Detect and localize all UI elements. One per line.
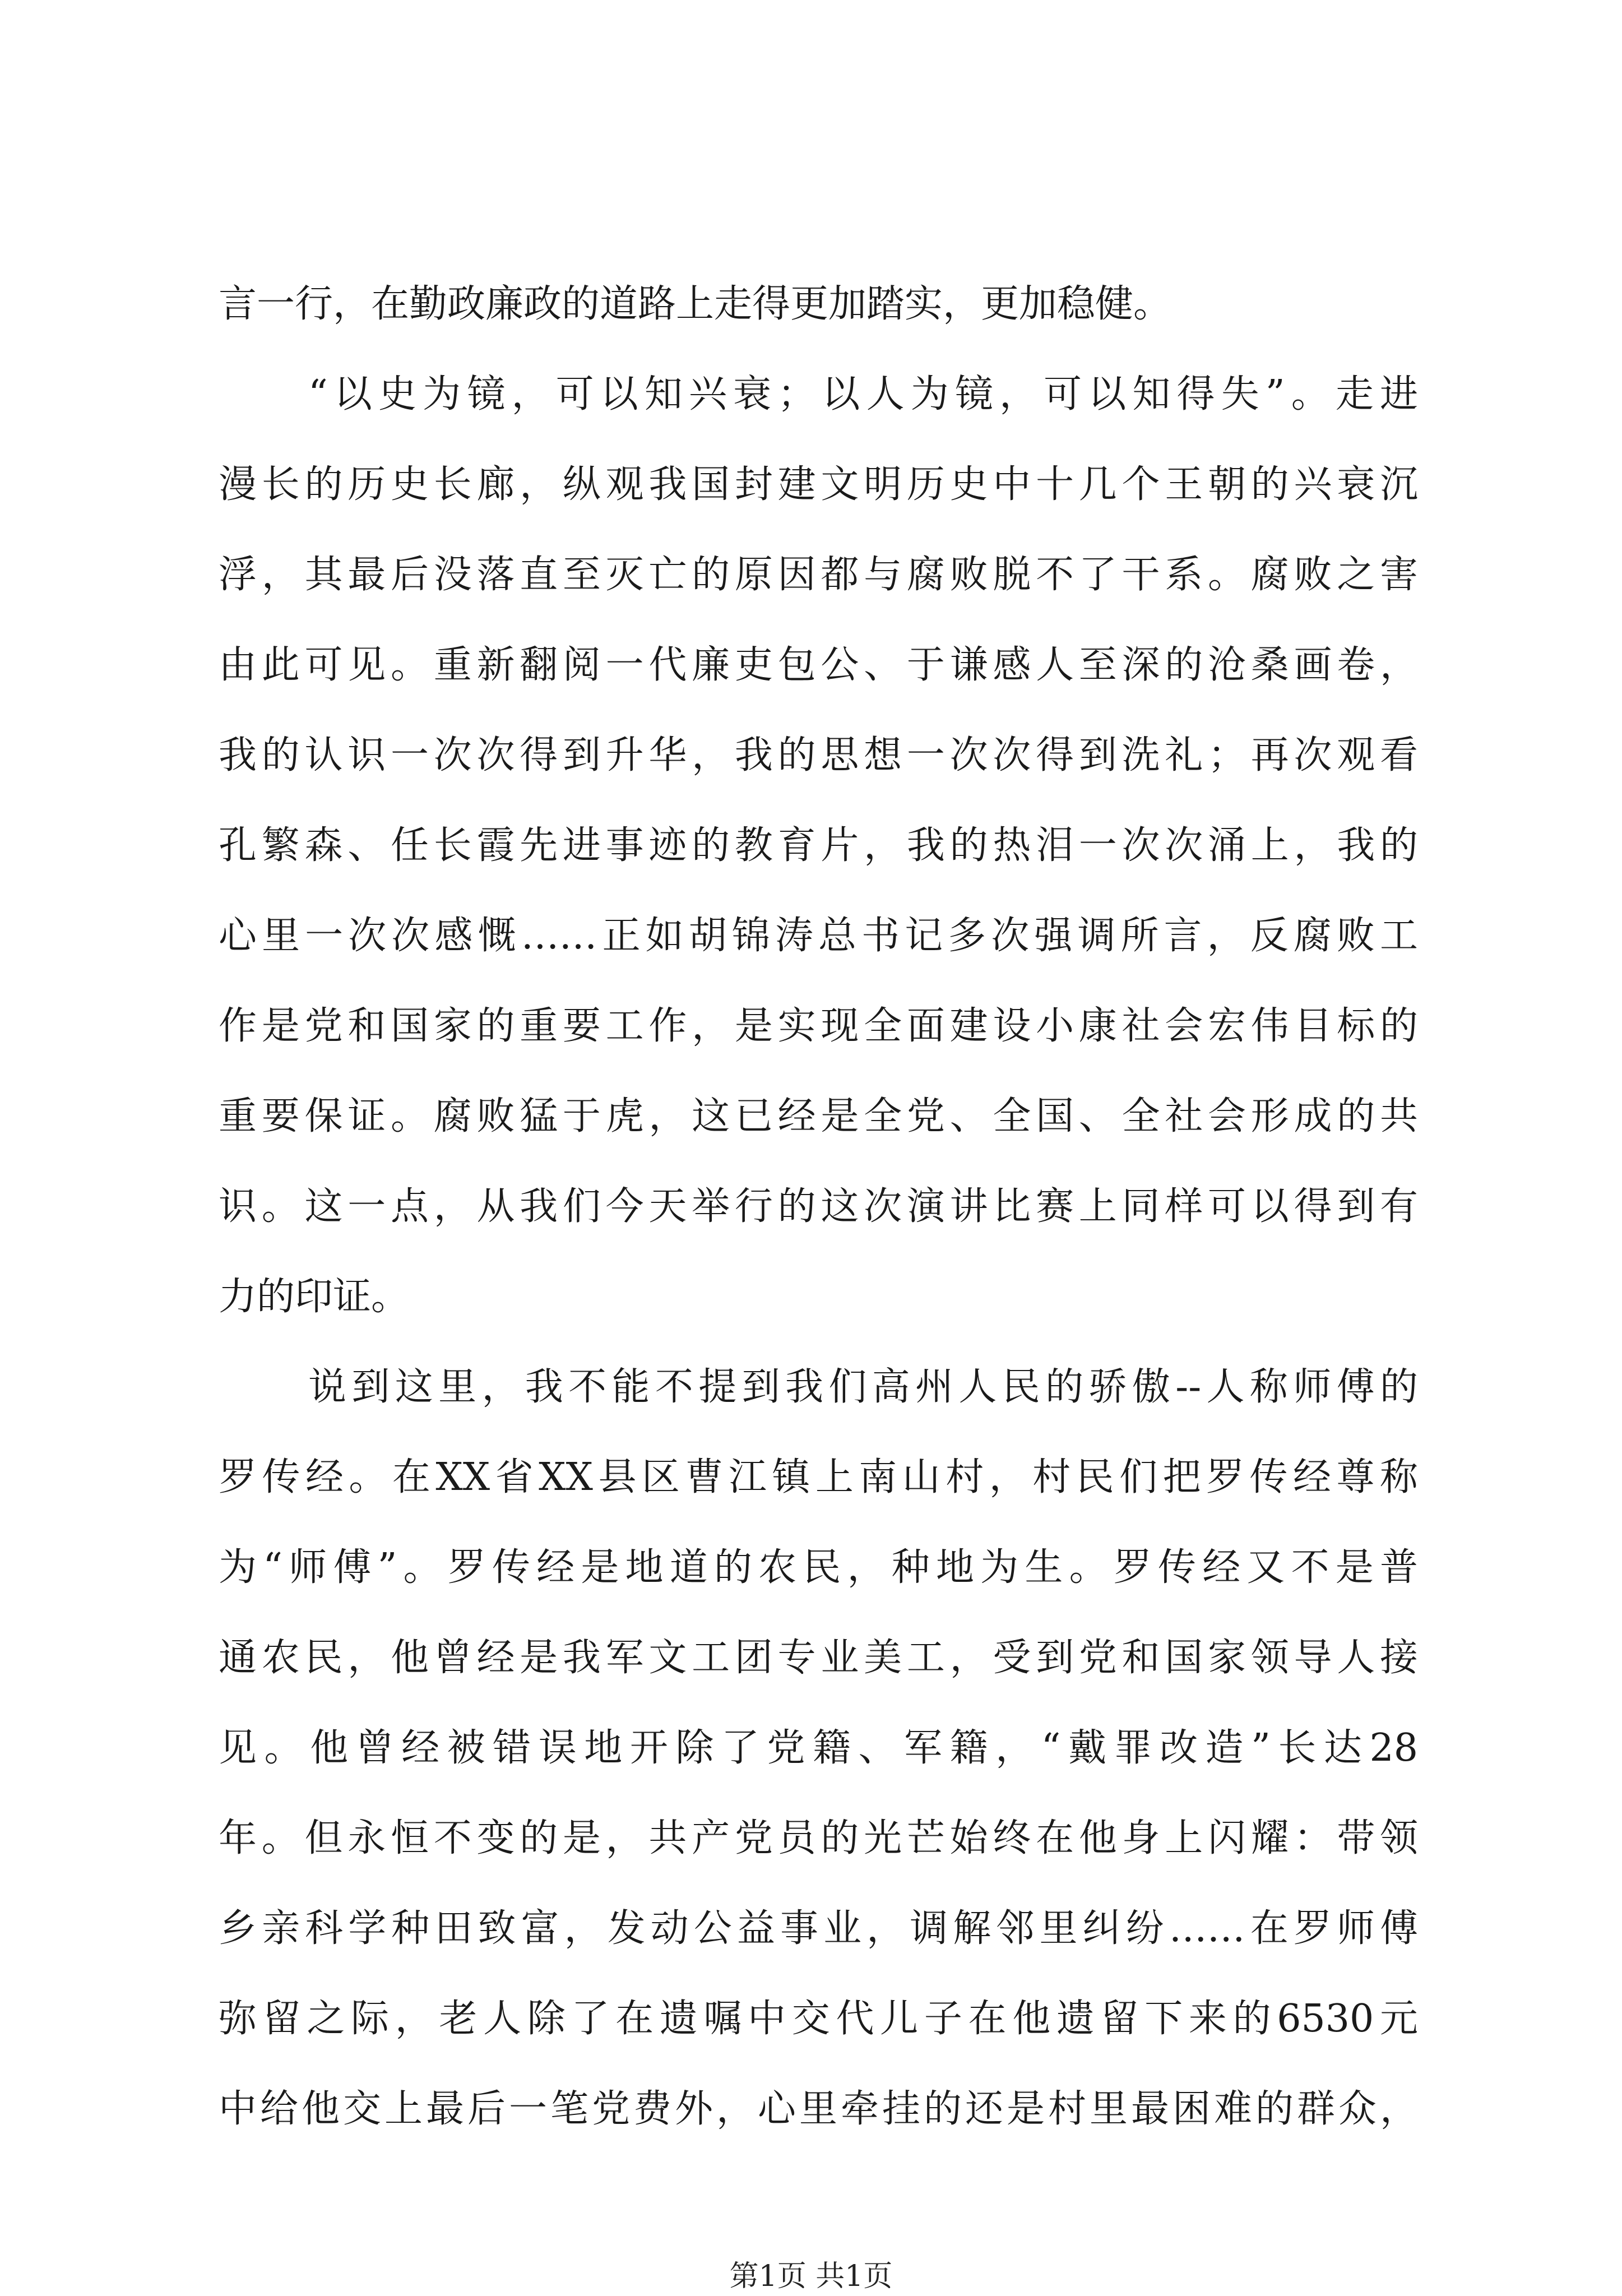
page-footer: 第1页 共1页 (729, 2260, 893, 2293)
text-line: 见。他曾经被错误地开除了党籍、军籍，“戴罪改造”长达28 (219, 1726, 1418, 1770)
text-line: 重要保证。腐败猛于虎，这已经是全党、全国、全社会形成的共 (219, 1094, 1418, 1138)
text-line: 年。但永恒不变的是，共产党员的光芒始终在他身上闪耀：带领 (219, 1816, 1418, 1860)
paragraph-start-line: “以史为镜，可以知兴衰；以人为镜，可以知得失”。走进 (308, 372, 1418, 416)
paragraph-start-line: 说到这里，我不能不提到我们高州人民的骄傲--人称师傅的 (308, 1365, 1418, 1409)
text-line: 罗传经。在XX省XX县区曹江镇上南山村，村民们把罗传经尊称 (219, 1455, 1418, 1499)
text-line: 心里一次次感慨……正如胡锦涛总书记多次强调所言，反腐败工 (219, 914, 1418, 958)
text-line: 弥留之际，老人除了在遗嘱中交代儿子在他遗留下来的6530元 (219, 1997, 1418, 2041)
text-line: 作是党和国家的重要工作，是实现全面建设小康社会宏伟目标的 (219, 1004, 1418, 1048)
text-line: 力的印证。 (219, 1275, 410, 1319)
text-line: 识。这一点，从我们今天举行的这次演讲比赛上同样可以得到有 (219, 1184, 1418, 1229)
text-line: 漫长的历史长廊，纵观我国封建文明历史中十几个王朝的兴衰沉 (219, 462, 1418, 507)
text-line: 通农民，他曾经是我军文工团专业美工，受到党和国家领导人接 (219, 1636, 1418, 1680)
text-line: 浮，其最后没落直至灭亡的原因都与腐败脱不了干系。腐败之害 (219, 553, 1418, 597)
text-line: 由此可见。重新翻阅一代廉吏包公、于谦感人至深的沧桑画卷， (219, 643, 1418, 687)
text-line: 中给他交上最后一笔党费外，心里牵挂的还是村里最困难的群众， (219, 2087, 1418, 2131)
text-line: 言一行，在勤政廉政的道路上走得更加踏实，更加稳健。 (219, 282, 1172, 326)
text-line: 孔繁森、任长霞先进事迹的教育片，我的热泪一次次涌上，我的 (219, 823, 1418, 868)
text-line: 为“师傅”。罗传经是地道的农民，种地为生。罗传经又不是普 (219, 1545, 1418, 1590)
text-line: 我的认识一次次得到升华，我的思想一次次得到洗礼；再次观看 (219, 733, 1418, 777)
text-line: 乡亲科学种田致富，发动公益事业，调解邻里纠纷……在罗师傅 (219, 1906, 1418, 1951)
